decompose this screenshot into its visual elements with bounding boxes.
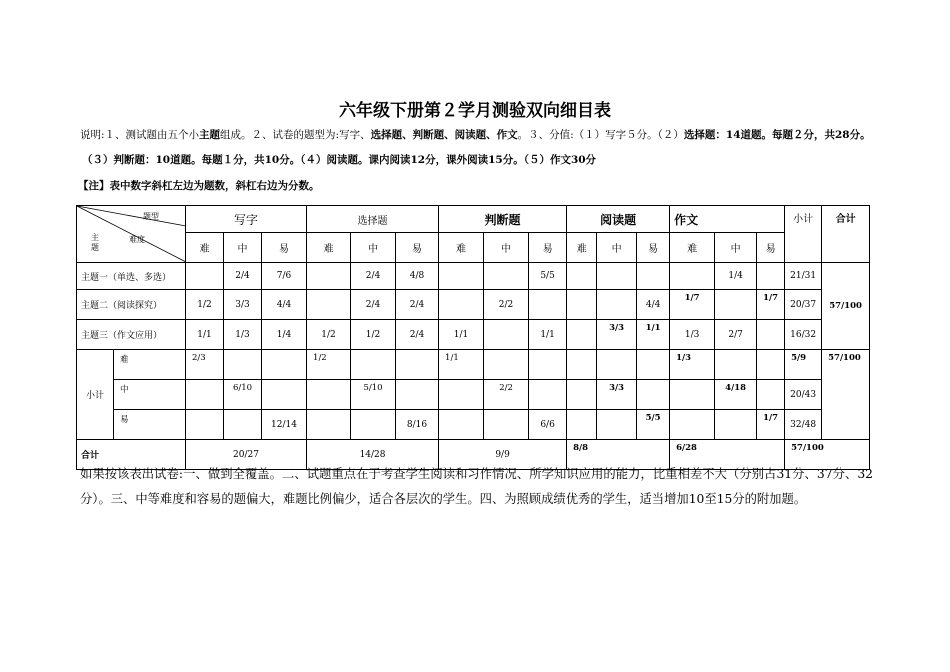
total-essay: 6/28 <box>670 440 785 470</box>
table-cell <box>396 350 439 380</box>
table-cell <box>715 410 757 440</box>
level-header: 中 <box>597 233 637 263</box>
type-header-writing: 写字 <box>186 206 307 233</box>
table-cell <box>484 350 529 380</box>
subtotal-cell: 21/31 <box>785 263 822 290</box>
table-cell <box>715 350 757 380</box>
corner-difficulty-label: 难度 <box>129 235 145 244</box>
corner-topic-label-1: 主 <box>91 233 99 242</box>
table-cell: 1/1 <box>439 350 484 380</box>
level-header: 难 <box>567 233 597 263</box>
table-cell <box>757 263 785 290</box>
table-cell <box>224 410 262 440</box>
table-cell: 2/3 <box>186 350 224 380</box>
table-cell: 2/4 <box>396 290 439 320</box>
grand-total-label: 合计 <box>77 440 186 470</box>
topic-label: 主题二（阅读探究） <box>77 290 186 320</box>
level-header: 易 <box>529 233 567 263</box>
note-line: 【注】表中数字斜杠左边为题数，斜杠右边为分数。 <box>78 180 320 192</box>
level-header: 易 <box>262 233 307 263</box>
table-cell <box>637 263 670 290</box>
table-cell <box>186 410 224 440</box>
table-cell <box>224 350 262 380</box>
table-cell: 1/2 <box>307 320 351 350</box>
table-cell: 5/10 <box>351 380 396 410</box>
table-cell <box>670 263 715 290</box>
level-header: 难 <box>307 233 351 263</box>
type-header-reading: 阅读题 <box>567 206 670 233</box>
table-cell <box>351 410 396 440</box>
level-header: 难 <box>439 233 484 263</box>
desc-text-bold: 选择题、判断题、阅读题、作文 <box>370 129 518 141</box>
total-sum: 57/100 <box>785 440 870 470</box>
table-cell: 1/7 <box>757 410 785 440</box>
difficulty-label: 难 <box>114 350 186 380</box>
desc-text: 。３、分值:（１）写字５分。（２） <box>517 129 684 141</box>
topic-row <box>77 290 870 320</box>
corner-header <box>77 206 186 263</box>
table-cell: 8/16 <box>396 410 439 440</box>
subtotal-cell: 20/43 <box>785 380 822 410</box>
table-cell <box>307 263 351 290</box>
table-cell <box>597 350 637 380</box>
table-cell: 2/4 <box>351 263 396 290</box>
table-cell: 2/4 <box>396 320 439 350</box>
table-cell <box>529 380 567 410</box>
table-cell: 4/8 <box>396 263 439 290</box>
table-cell: 1/4 <box>715 263 757 290</box>
table-cell: 4/18 <box>715 380 757 410</box>
table-cell: 4/4 <box>262 290 307 320</box>
table-cell <box>351 350 396 380</box>
topic-row <box>77 263 870 290</box>
level-header: 中 <box>224 233 262 263</box>
level-header: 中 <box>484 233 529 263</box>
total-reading: 8/8 <box>567 440 670 470</box>
table-cell <box>637 350 670 380</box>
table-cell <box>670 380 715 410</box>
table-cell <box>186 263 224 290</box>
table-cell <box>567 350 597 380</box>
corner-topic-label-2: 题 <box>91 243 99 252</box>
table-cell: 1/7 <box>757 290 785 320</box>
analysis-paragraph: 如果按该表出试卷:一、做到全覆盖。二、试题重点在于考查学生阅读和习作情况、所学知识应用的能力，比重相差不大（分别占31分、37分、32分）。三、中等难度和容易的题偏大，难题比例偏少，适合各层次的学生。四、为照顾成绩优秀的学生，适当增加10至15分的附加题。 <box>80 467 873 506</box>
corner-type-label: 题型 <box>143 212 159 221</box>
type-header-essay: 作文 <box>670 206 785 233</box>
table-cell: 4/4 <box>637 290 670 320</box>
table-cell <box>484 320 529 350</box>
table-cell: 5/5 <box>529 263 567 290</box>
table-cell <box>439 410 484 440</box>
table-cell <box>597 410 637 440</box>
table-cell: 1/4 <box>262 320 307 350</box>
table-cell <box>567 290 597 320</box>
header-row-2 <box>77 233 870 263</box>
table-cell <box>597 290 637 320</box>
table-cell: 1/1 <box>637 320 670 350</box>
topic-row <box>77 320 870 350</box>
table-cell: 3/3 <box>597 320 637 350</box>
table-cell: 1/7 <box>670 290 715 320</box>
table-cell: 1/3 <box>670 350 715 380</box>
desc-text-bold: 选择题：14道题。每题２分，共28分。 <box>683 129 871 141</box>
level-header: 难 <box>186 233 224 263</box>
desc-text: 组成。２、试卷的题型为:写字、 <box>220 129 371 141</box>
header-row-1 <box>77 206 870 233</box>
table-cell: 1/3 <box>670 320 715 350</box>
spec-table <box>76 205 870 470</box>
table-cell <box>567 380 597 410</box>
table-cell <box>439 263 484 290</box>
table-cell <box>484 263 529 290</box>
table-cell: 1/3 <box>224 320 262 350</box>
subtotal-cell: 32/48 <box>785 410 822 440</box>
level-header: 易 <box>637 233 670 263</box>
subtotal-header: 小计 <box>785 206 822 263</box>
table-cell <box>757 380 785 410</box>
table-cell: 3/3 <box>224 290 262 320</box>
table-cell <box>567 320 597 350</box>
level-header: 中 <box>351 233 396 263</box>
table-cell <box>307 380 351 410</box>
table-cell <box>529 290 567 320</box>
difficulty-total-cell: 57/100 <box>822 350 870 440</box>
table-cell: 1/2 <box>186 290 224 320</box>
table-cell <box>186 380 224 410</box>
table-cell: 5/5 <box>637 410 670 440</box>
type-header-judge: 判断题 <box>439 206 567 233</box>
level-header: 难 <box>670 233 715 263</box>
desc-text-bold: 主题 <box>199 129 221 141</box>
table-cell <box>439 290 484 320</box>
total-writing: 20/27 <box>186 440 307 470</box>
table-cell: 2/2 <box>484 380 529 410</box>
table-cell <box>396 380 439 410</box>
table-cell <box>757 350 785 380</box>
table-cell: 2/4 <box>224 263 262 290</box>
table-cell: 1/2 <box>351 320 396 350</box>
level-header: 中 <box>715 233 757 263</box>
table-cell <box>262 350 307 380</box>
difficulty-row <box>77 350 870 380</box>
table-cell: 1/1 <box>186 320 224 350</box>
topic-label: 主题一（单选、多选） <box>77 263 186 290</box>
table-cell: 1/2 <box>307 350 351 380</box>
difficulty-row <box>77 380 870 410</box>
table-cell <box>757 320 785 350</box>
level-header: 易 <box>396 233 439 263</box>
subtotal-group-label: 小计 <box>77 350 114 440</box>
total-header: 合计 <box>822 206 870 263</box>
difficulty-label: 易 <box>114 410 186 440</box>
table-cell <box>484 410 529 440</box>
table-cell <box>597 263 637 290</box>
table-cell <box>715 290 757 320</box>
subtotal-cell: 20/37 <box>785 290 822 320</box>
table-cell <box>529 350 567 380</box>
table-cell: 12/14 <box>262 410 307 440</box>
total-choice: 14/28 <box>307 440 439 470</box>
table-cell <box>670 410 715 440</box>
table-cell <box>262 380 307 410</box>
table-cell <box>567 263 597 290</box>
table-cell: 2/4 <box>351 290 396 320</box>
table-cell: 7/6 <box>262 263 307 290</box>
table-cell <box>567 410 597 440</box>
table-cell: 2/7 <box>715 320 757 350</box>
type-header-choice: 选择题 <box>307 206 439 233</box>
level-header: 易 <box>757 233 785 263</box>
table-cell: 6/10 <box>224 380 262 410</box>
table-cell <box>637 380 670 410</box>
topics-total-cell: 57/100 <box>822 263 870 350</box>
subtotal-cell: 16/32 <box>785 320 822 350</box>
description-line-2: （３）判断题：10道题。每题１分，共10分。（４）阅读题。课内阅读12分，课外阅读15分。（５）作文30分 <box>82 154 597 166</box>
table-cell: 1/1 <box>529 320 567 350</box>
document-title: 六年级下册第２学月测验双向细目表 <box>339 101 611 121</box>
table-cell: 2/2 <box>484 290 529 320</box>
table-cell: 6/6 <box>529 410 567 440</box>
table-cell <box>307 290 351 320</box>
table-cell <box>439 380 484 410</box>
table-cell: 3/3 <box>597 380 637 410</box>
total-judge: 9/9 <box>439 440 567 470</box>
topic-label: 主题三（作文应用） <box>77 320 186 350</box>
difficulty-row <box>77 410 870 440</box>
subtotal-cell: 5/9 <box>785 350 822 380</box>
difficulty-label: 中 <box>114 380 186 410</box>
table-cell: 1/1 <box>439 320 484 350</box>
desc-text: 说明:１、测试题由五个小 <box>80 129 200 141</box>
table-cell <box>307 410 351 440</box>
description-line-1 <box>80 127 880 142</box>
